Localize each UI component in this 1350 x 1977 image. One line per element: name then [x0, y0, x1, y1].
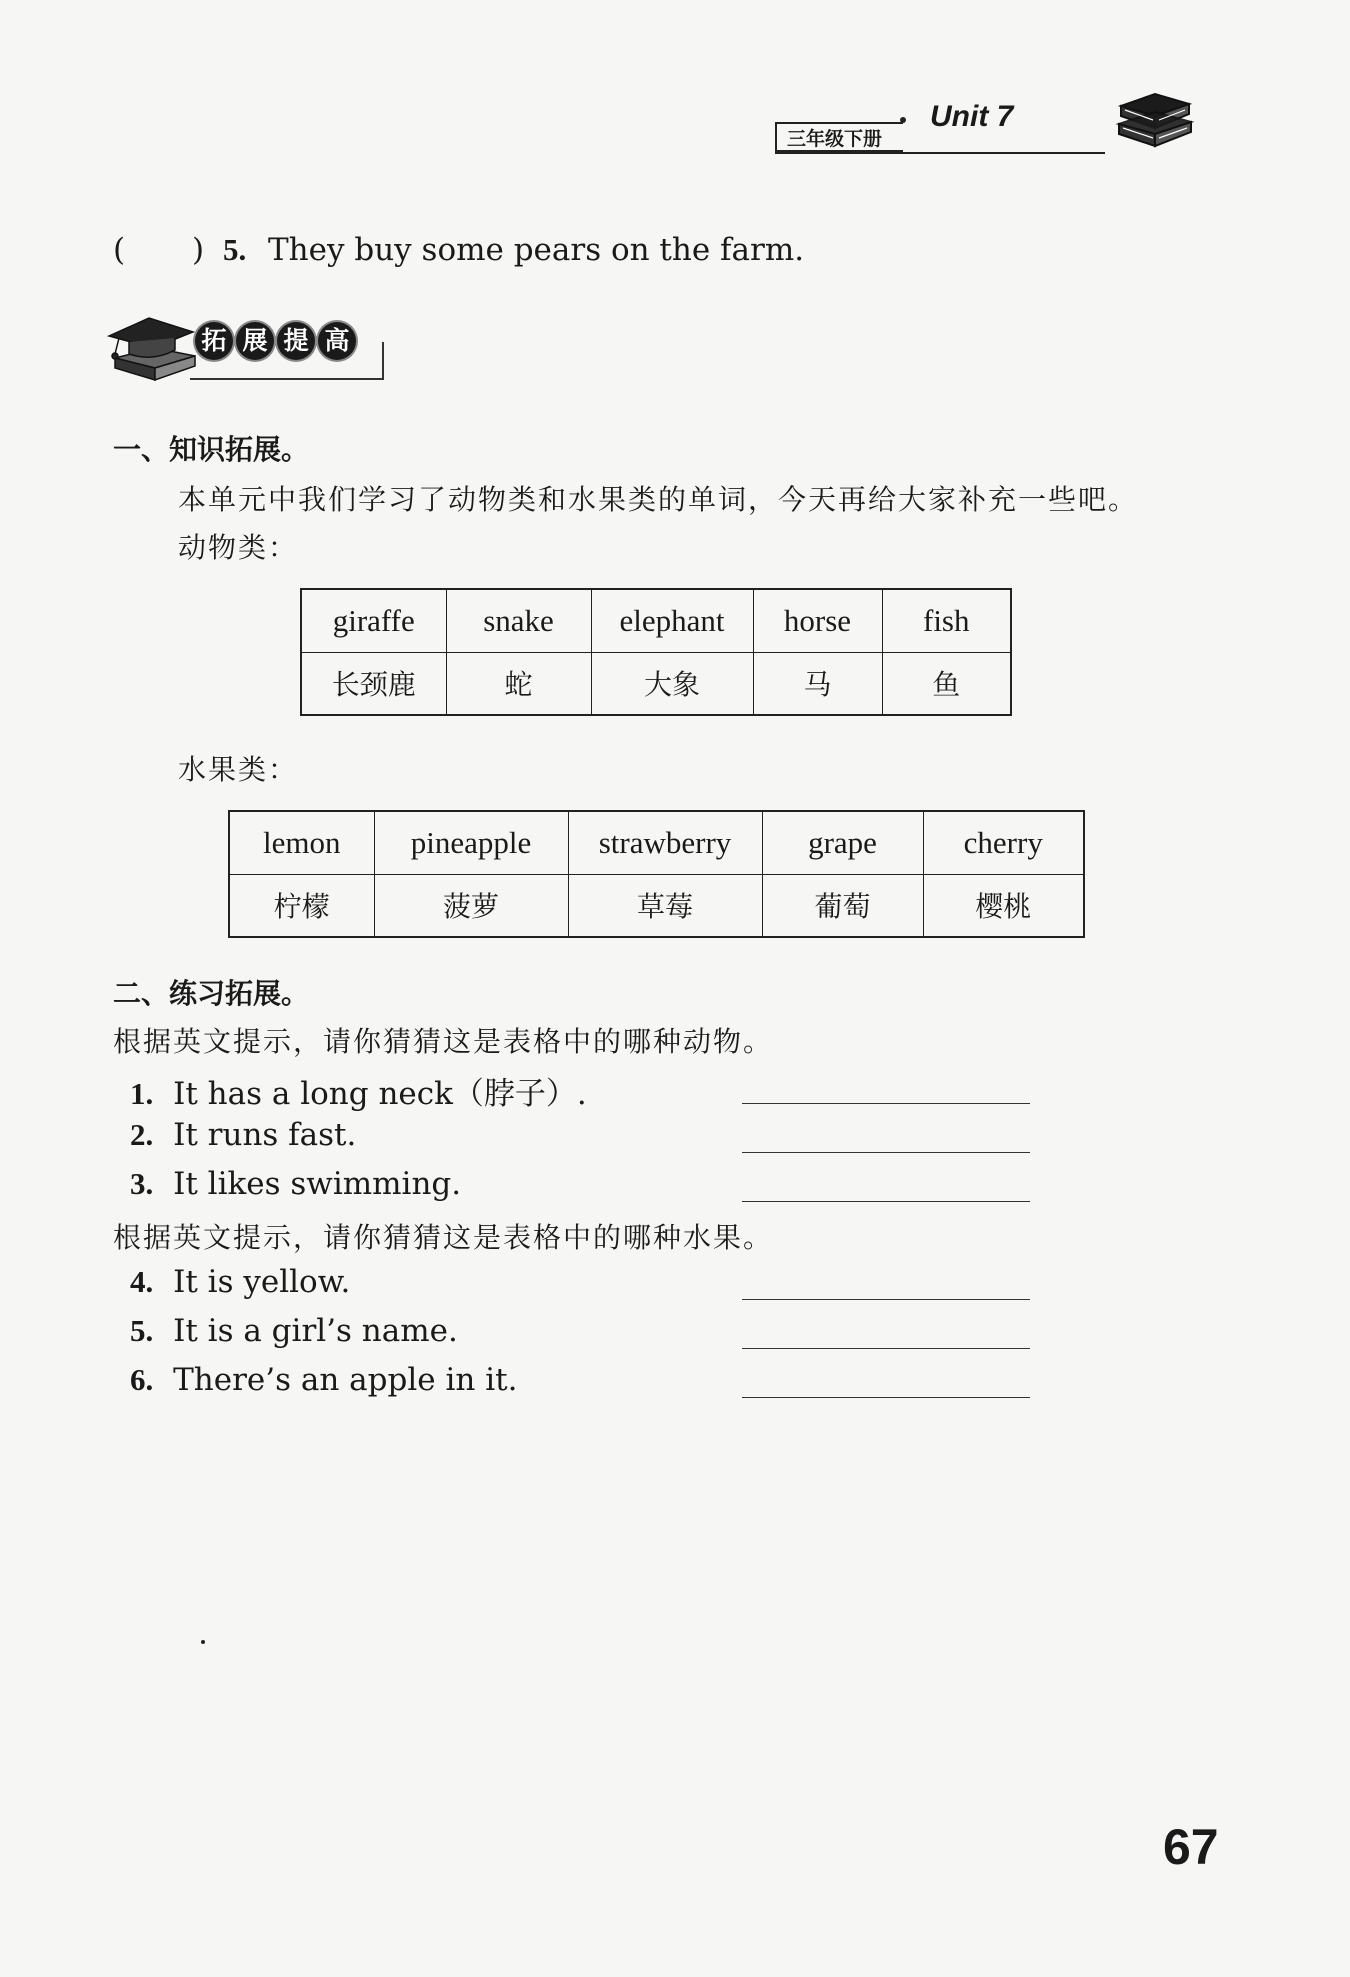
question-number: 1. — [130, 1076, 154, 1111]
section1-heading: 一、知识拓展。 — [113, 433, 310, 466]
table-cell: 葡萄 — [762, 874, 923, 937]
question-text: It is yellow. — [173, 1264, 351, 1300]
table-cell: strawberry — [568, 811, 762, 874]
table-row — [301, 589, 1011, 652]
list-item — [130, 1362, 517, 1398]
table-cell: 蛇 — [446, 652, 591, 715]
table-row — [229, 874, 1084, 937]
answer-blank[interactable] — [742, 1201, 1030, 1202]
table-cell: 樱桃 — [923, 874, 1084, 937]
answer-blank[interactable] — [742, 1299, 1030, 1300]
table-cell: 草莓 — [568, 874, 762, 937]
question-number: 4. — [130, 1264, 154, 1299]
animals-label: 动物类： — [178, 531, 299, 564]
banner-char: 提 — [277, 322, 315, 360]
unit-title: Unit 7 — [930, 100, 1014, 133]
table-cell: 大象 — [591, 652, 753, 715]
answer-blank[interactable] — [742, 1397, 1030, 1398]
table-cell: 马 — [753, 652, 882, 715]
question-text: It is a girl’s name. — [173, 1313, 458, 1349]
table-cell: 柠檬 — [229, 874, 374, 937]
animals-table — [300, 588, 1012, 716]
question-text: It runs fast. — [173, 1117, 357, 1153]
animal-prompt: 根据英文提示，请你猜猜这是表格中的哪种动物。 — [113, 1025, 774, 1058]
table-cell: snake — [446, 589, 591, 652]
stray-dot — [201, 1640, 205, 1644]
table-cell: grape — [762, 811, 923, 874]
table-cell: lemon — [229, 811, 374, 874]
question-text: There’s an apple in it. — [173, 1362, 518, 1398]
grade-label: 三年级下册 — [775, 122, 903, 152]
answer-paren-close: ) — [192, 232, 205, 268]
books-icon — [1115, 88, 1195, 160]
table-cell: 鱼 — [882, 652, 1011, 715]
question-text: It likes swimming. — [173, 1166, 462, 1202]
fruits-table — [228, 810, 1085, 938]
header-rule — [775, 152, 1105, 154]
question-number: 2. — [130, 1117, 154, 1152]
fruit-prompt: 根据英文提示，请你猜猜这是表格中的哪种水果。 — [113, 1221, 774, 1254]
graduation-cap-books-icon — [105, 308, 201, 388]
question-number: 5. — [223, 232, 247, 267]
question-number: 5. — [130, 1313, 154, 1348]
table-cell: fish — [882, 589, 1011, 652]
question-text: They buy some pears on the farm. — [268, 232, 805, 268]
banner-char: 高 — [318, 322, 356, 360]
section2-heading: 二、练习拓展。 — [113, 977, 310, 1010]
fruits-label: 水果类： — [178, 753, 299, 786]
answer-paren-open: ( — [113, 232, 126, 268]
answer-blank[interactable] — [742, 1152, 1030, 1153]
section1-intro: 本单元中我们学习了动物类和水果类的单词，今天再给大家补充一些吧。 — [178, 483, 1139, 516]
page-number: 67 — [1163, 1819, 1219, 1875]
table-cell: horse — [753, 589, 882, 652]
header-dot — [900, 117, 906, 123]
table-cell: 长颈鹿 — [301, 652, 446, 715]
question-text: It has a long neck（脖子）. — [173, 1076, 587, 1112]
table-cell: cherry — [923, 811, 1084, 874]
table-cell: giraffe — [301, 589, 446, 652]
list-item — [130, 1264, 350, 1300]
table-row — [229, 811, 1084, 874]
table-cell: 菠萝 — [374, 874, 568, 937]
table-cell: pineapple — [374, 811, 568, 874]
banner-char: 拓 — [195, 322, 233, 360]
table-cell: elephant — [591, 589, 753, 652]
answer-blank[interactable] — [742, 1348, 1030, 1349]
list-item — [130, 1166, 461, 1202]
section-banner — [195, 322, 356, 360]
banner-char: 展 — [236, 322, 274, 360]
answer-blank[interactable] — [742, 1103, 1030, 1104]
list-item — [130, 1117, 356, 1153]
list-item — [130, 1068, 587, 1113]
list-item — [130, 1313, 458, 1349]
question-number: 6. — [130, 1362, 154, 1397]
table-row — [301, 652, 1011, 715]
question-number: 3. — [130, 1166, 154, 1201]
